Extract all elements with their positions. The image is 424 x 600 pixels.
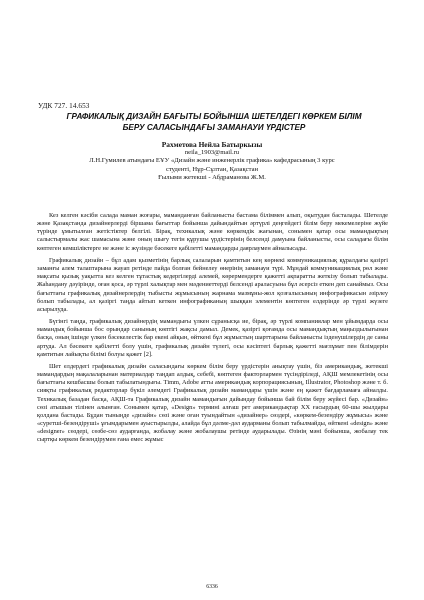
paragraph-3: Бүгінгі таңда, графикалық дизайнердің мамандығы үлкен сұранысқа ие, бірақ, әр түрлі компаниялар мен ұйымдарда осы мамандық бойынша бос орындар санының көптігі жақсы дамыл. Демек, қазіргі қоғамда осы мамандықтың маңыздылығынан басқа, оның ішінде үлкен бәсекелестік бар екені айқын, өйткені бұл жұмыстың шарттарына байланысты ізденушілердің де саны артуда. Ал бәсекеге қабілетті болу үшін, графикалық дизайн түлегі, осы кәсіптегі барлық қажетті мағлұмат пен білімдерін қамтитын лайықты білімі болуы қажет [2]. bbox=[37, 318, 388, 358]
paragraph-4: Шет елдердегі графикалық дизайн саласындағы көркем білім беру үрдістерін анықтау үшін, біз американдық, жетекші мамандардың мақалаларынан материалдар таңдап алдық, себебі, көптеген факторлармен түсіндіріледі, АҚШ мемлекетінің осы бағыттағы кешбасшы болып табылатындығы. Тimm, Adobe атты американдық корпорациясының, Illustrator, Photoshop және т. б. сияқты графикалық редакторлар бүкіл әлемдегі Графикалық дизайн мамандары үшін және ең қажет бағдарламаға айналды. Технкалық базадан басқа, АҚШ-та Графикалық дизайн мамандығын дайындау бойынша бай білім беру жүйесі бар. «Дизайн» сөзі атышын тілінен алынған. Сонымен қатар, «Design» термині алғаш рет американдықтар ХХ ғасырдың 60-шы жылдары қолдана бастады. Бұдан тыныңде «дизайн» сөзі және оған туындайтын «дизайнер» сөздері, «көркем-безендіру жұмысы» және «суретші-безендіруші» ұғымдарымен ауыстырылды, алайда бұл дәлме-дәл аударманы болып табылмайды, өйткені «design» және «designer» сөздері, сөзбе-сөз аударғанда, жобалау және жобалаушы ретінде аударылады. Өзінің мәні бойынша, жобалау тек сыртқы көркем безендірумен ғана емес жұмыс bbox=[37, 362, 388, 444]
paragraph-2: Графикалық дизайн – бұл адам қызметінің барлық салаларын қамтитын кең көрнекі коммуникациялық құралдағы қазіргі заманғы алем талаптарына жауап ретінде пайда болған бейнелеу өнерінің заманауи түрі. Мұндай коммуникациялық рөл және мақсаты қызық уақытта кез келген тұтастық кедергілерді алемей, көрермендерге қажетті ақпаратты жеткізу болып табылады. Жаһандану дәуірінде, оған қоса, әр түрлі халықтар мен мәдениеттерді белсенді араласуына бұл әсерсіз еткен деп санаймыз. Осы бағыттағы графикалық дизайнерлердің тыбысты жұмысының жарнама мазмұны-жол қозғалысының инфографикасын әзірлеу болып табылады, ал қазіргі таңда айтып кеткен инфографиканың шыққан элементін көптеген елдерінде әр түрлі жүзеге асырылуда. bbox=[37, 256, 388, 313]
article-body bbox=[37, 212, 388, 449]
author-name: Рахметова Нейла Батыркызы bbox=[161, 140, 263, 149]
supervisor: Ғылыми жетекші - Абдраманова Ж.М. bbox=[158, 173, 266, 181]
author-affiliation-line-1: Л.Н.Гумилев атындағы ЕҰУ «Дизайн және инженерлік графика» кафедрасының 3 курс bbox=[89, 157, 335, 165]
udc-code: УДК 727. 14.653 bbox=[38, 102, 90, 110]
author-block bbox=[44, 141, 380, 182]
article-title bbox=[36, 111, 392, 133]
author-affiliation-line-2: студенті, Нұр-Сұлтан, Қазақстан bbox=[165, 165, 259, 173]
page-number: 6336 bbox=[206, 584, 218, 590]
paragraph-1: Кез келген кәсіби салада маман жоғары, маманданған байланысты бастама біліммен алып, оқытудан басталады. Шетелде және Қазақстанда дизайнерлерді біршама бағыттар бойынша дайындайтын әртүрлі деңгейдегі білім беру мекемелеріне жүйе түрінде ұмытылған жетістіктер белгілі. Бірақ, технкалық және көркемдік жағынан, сонымен қатар осы мамандықтың салыстырмалы жас шамасына және оның шығу тегін құрушы үрдістерінің белсенді дамуына байланысты, осы саладағы білім көптеген кемшіліктерге не және іс жүзінде бәсекеге қабілетті мамандарды даярлаумен айналысады. bbox=[37, 212, 388, 252]
title-line-2: БЕРУ САЛАСЫНДАҒЫ ЗАМАНАУИ ҮРДІСТЕР bbox=[122, 123, 306, 132]
author-email: neila_1903@mail.ru bbox=[184, 149, 240, 157]
title-line-1: ГРАФИКАЛЫҚ ДИЗАЙН БАҒЫТЫ БОЙЫНША ШЕТЕЛДЕГІ КӨРКЕМ БІЛІМ bbox=[66, 112, 362, 121]
